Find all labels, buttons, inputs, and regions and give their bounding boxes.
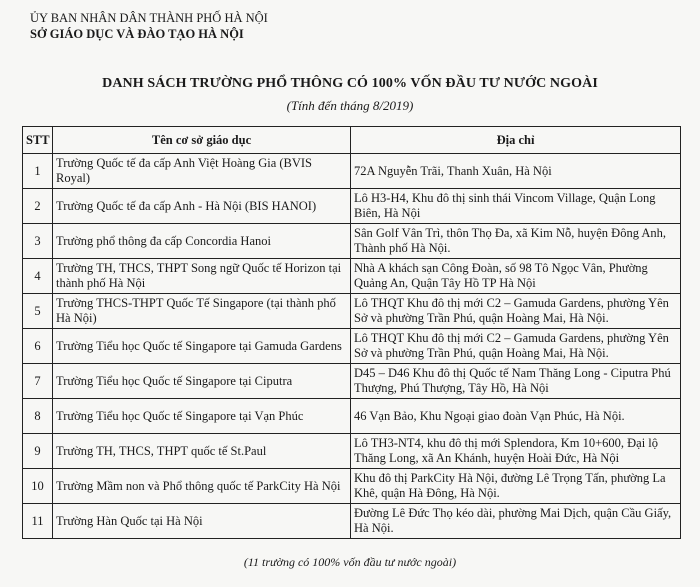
stt-cell: 7: [23, 364, 53, 399]
stt-cell: 5: [23, 294, 53, 329]
address-cell: Lô THQT Khu đô thị mới C2 – Gamuda Gardens, phường Yên Sở và phường Trần Phú, quận Hoàng Mai, Hà Nội.: [351, 294, 681, 329]
address-cell: Nhà A khách sạn Công Đoàn, số 98 Tô Ngọc Vân, Phường Quảng An, Quận Tây Hồ TP Hà Nội: [351, 259, 681, 294]
address-cell: 72A Nguyễn Trãi, Thanh Xuân, Hà Nội: [351, 154, 681, 189]
stt-cell: 8: [23, 399, 53, 434]
table-row: [23, 329, 681, 364]
school-name-cell: Trường TH, THCS, THPT quốc tế St.Paul: [53, 434, 351, 469]
school-name-cell: Trường Quốc tế đa cấp Anh Việt Hoàng Gia (BVIS Royal): [53, 154, 351, 189]
address-cell: Lô TH3-NT4, khu đô thị mới Splendora, Km 10+600, Đại lộ Thăng Long, xã An Khánh, huyện Hoài Đức, Hà Nội: [351, 434, 681, 469]
department-name: SỞ GIÁO DỤC VÀ ĐÀO TẠO HÀ NỘI: [30, 27, 244, 41]
address-cell: Khu đô thị ParkCity Hà Nội, đường Lê Trọng Tấn, phường La Khê, quận Hà Đông, Hà Nội.: [351, 469, 681, 504]
table-footnote: (11 trường có 100% vốn đầu tư nước ngoài): [243, 555, 457, 569]
column-header-stt: STT: [23, 127, 53, 154]
table-row: [23, 154, 681, 189]
document-title: DANH SÁCH TRƯỜNG PHỔ THÔNG CÓ 100% VỐN ĐẦU TƯ NƯỚC NGOÀI: [102, 76, 598, 91]
address-cell: 46 Vạn Bảo, Khu Ngoại giao đoàn Vạn Phúc, Hà Nội.: [351, 399, 681, 434]
stt-cell: 11: [23, 504, 53, 539]
table-header-row: [23, 127, 681, 154]
table-row: [23, 259, 681, 294]
school-name-cell: Trường Tiểu học Quốc tế Singapore tại Gamuda Gardens: [53, 329, 351, 364]
table-row: [23, 504, 681, 539]
document-subtitle: (Tính đến tháng 8/2019): [286, 98, 414, 113]
stt-cell: 9: [23, 434, 53, 469]
stt-cell: 4: [23, 259, 53, 294]
committee-name: ỦY BAN NHÂN DÂN THÀNH PHỐ HÀ NỘI: [30, 11, 268, 25]
school-name-cell: Trường Mầm non và Phổ thông quốc tế ParkCity Hà Nội: [53, 469, 351, 504]
school-name-cell: Trường Tiểu học Quốc tế Singapore tại Ciputra: [53, 364, 351, 399]
table-row: [23, 294, 681, 329]
schools-table: [22, 126, 681, 539]
stt-cell: 6: [23, 329, 53, 364]
school-name-cell: Trường Quốc tế đa cấp Anh - Hà Nội (BIS HANOI): [53, 189, 351, 224]
address-cell: Lô H3-H4, Khu đô thị sinh thái Vincom Village, Quận Long Biên, Hà Nội: [351, 189, 681, 224]
address-cell: D45 – D46 Khu đô thị Quốc tế Nam Thăng Long - Ciputra Phú Thượng, Phú Thượng, Tây Hồ, Hà Nội: [351, 364, 681, 399]
table-row: [23, 434, 681, 469]
stt-cell: 2: [23, 189, 53, 224]
issuing-organization: [30, 10, 268, 42]
school-name-cell: Trường Hàn Quốc tại Hà Nội: [53, 504, 351, 539]
stt-cell: 1: [23, 154, 53, 189]
table-row: [23, 469, 681, 504]
column-header-name: Tên cơ sở giáo dục: [53, 127, 351, 154]
column-header-address: Địa chỉ: [351, 127, 681, 154]
stt-cell: 10: [23, 469, 53, 504]
school-name-cell: Trường phổ thông đa cấp Concordia Hanoi: [53, 224, 351, 259]
table-row: [23, 189, 681, 224]
address-cell: Đường Lê Đức Thọ kéo dài, phường Mai Dịch, quận Cầu Giấy, Hà Nội.: [351, 504, 681, 539]
school-name-cell: Trường THCS-THPT Quốc Tế Singapore (tại thành phố Hà Nội): [53, 294, 351, 329]
school-name-cell: Trường TH, THCS, THPT Song ngữ Quốc tế Horizon tại thành phố Hà Nội: [53, 259, 351, 294]
table-row: [23, 364, 681, 399]
stt-cell: 3: [23, 224, 53, 259]
school-name-cell: Trường Tiểu học Quốc tế Singapore tại Vạn Phúc: [53, 399, 351, 434]
table-row: [23, 399, 681, 434]
address-cell: Sân Golf Vân Trì, thôn Thọ Đa, xã Kim Nỗ, huyện Đông Anh, Thành phố Hà Nội.: [351, 224, 681, 259]
table-row: [23, 224, 681, 259]
address-cell: Lô THQT Khu đô thị mới C2 – Gamuda Gardens, phường Yên Sở và phường Trần Phú, quận Hoàng Mai, Hà Nội.: [351, 329, 681, 364]
